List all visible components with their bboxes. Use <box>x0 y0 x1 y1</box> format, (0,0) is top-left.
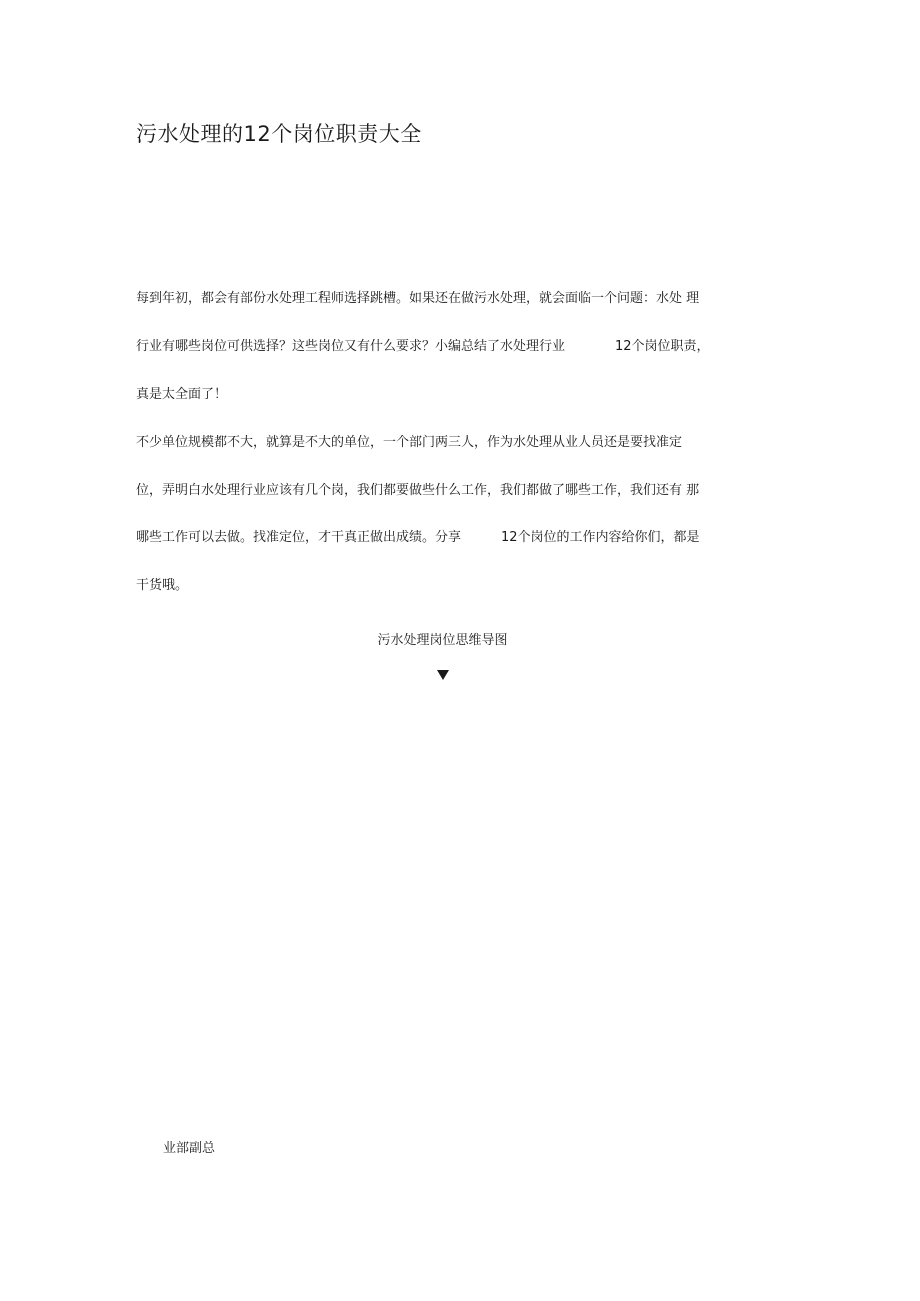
paragraph2-line2: 位，弄明白水处理行业应该有几个岗，我们都要做些什么工作，我们都做了哪些工作，我们还有 那 <box>136 483 700 498</box>
paragraph1-line2 <box>136 338 710 356</box>
paragraph2-line3-count: 12个岗位的工作内容给你们，都是 <box>501 530 700 545</box>
footer-label: 业部副总 <box>163 1141 216 1156</box>
down-arrow-icon <box>437 670 449 680</box>
paragraph1-line3: 真是太全面了！ <box>136 387 228 402</box>
paragraph1-line2-text: 行业有哪些岗位可供选择？这些岗位又有什么要求？小编总结了水处理行业 <box>136 339 566 354</box>
paragraph2-line3 <box>136 529 700 547</box>
paragraph1-line1: 每到年初，都会有部份水处理工程师选择跳槽。如果还在做污水处理，就会面临一个问题：水处 理 <box>136 291 700 306</box>
mindmap-caption: 污水处理岗位思维导图 <box>377 633 508 648</box>
paragraph2-line4: 干货哦。 <box>136 578 189 593</box>
document-title: 污水处理的12个岗位职责大全 <box>136 122 422 146</box>
paragraph1-line2-count: 12个岗位职责， <box>615 339 710 354</box>
paragraph2-line3-text: 哪些工作可以去做。找准定位，才干真正做出成绩。分享 <box>136 530 462 545</box>
paragraph2-line1: 不少单位规模都不大，就算是不大的单位，一个部门两三人，作为水处理从业人员还是要找准定 <box>136 435 683 450</box>
